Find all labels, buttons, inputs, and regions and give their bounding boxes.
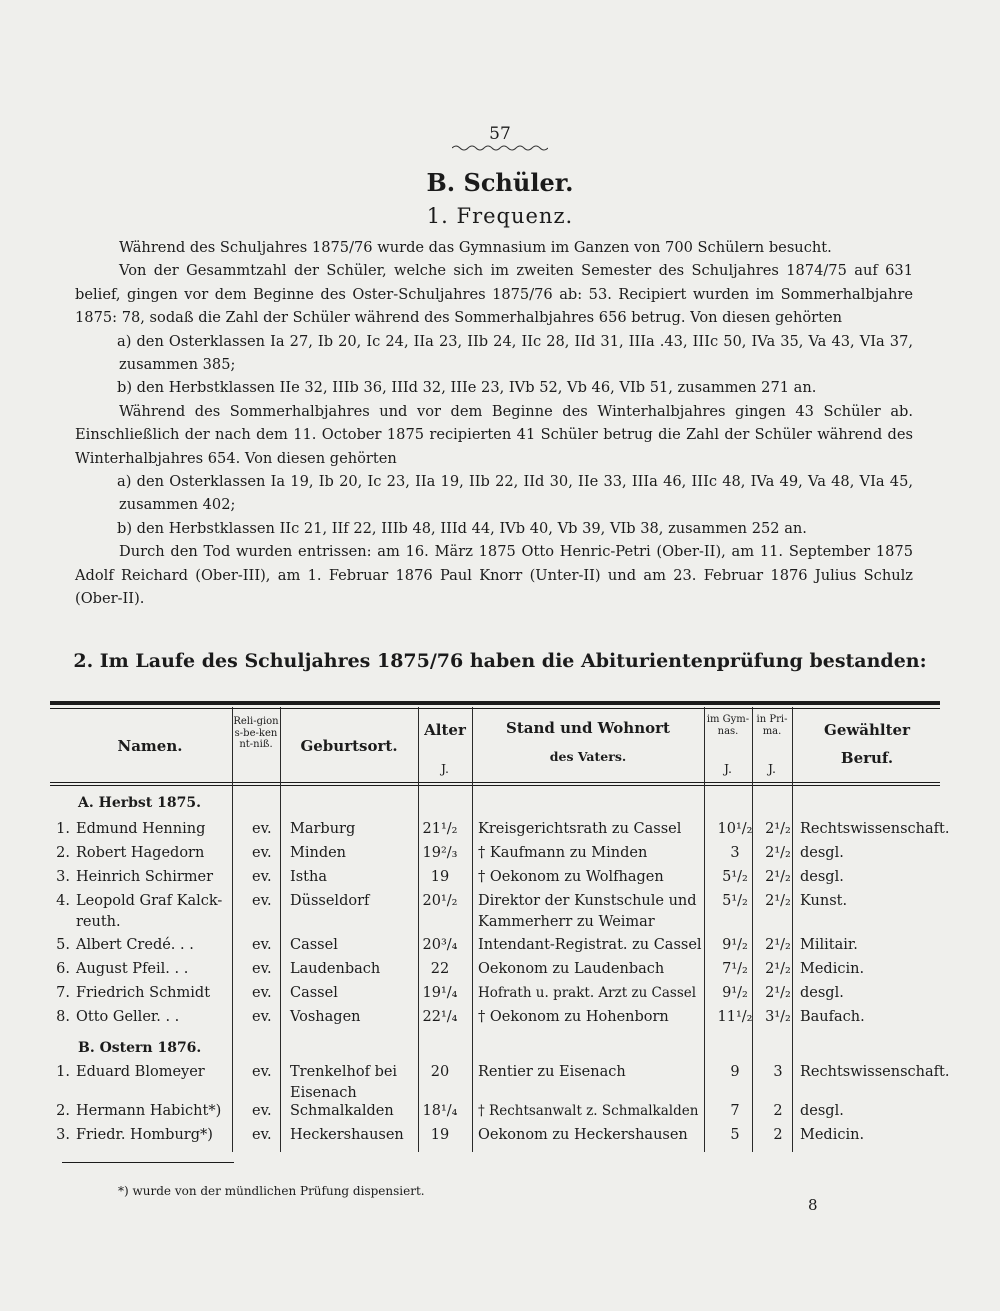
student-name: Otto Geller. . . [76,1009,180,1025]
years-gymnasium: 9¹/₂ [722,985,748,1001]
birthplace: Minden [290,845,347,861]
signature-mark: 8 [808,1196,818,1214]
birthplace: Cassel [290,937,338,953]
chosen-career: desgl. [800,985,844,1001]
years-prima: 2¹/₂ [765,937,791,953]
page-number: 57 [489,124,511,144]
table-row [50,983,940,1007]
chosen-career: Kunst. [800,893,848,909]
row-number: 2. [56,1103,70,1119]
row-number: 3. [56,869,70,885]
header-career: Gewählter [824,721,910,739]
years-gymnasium: 3 [730,845,740,861]
years-gymnasium: 7 [730,1103,740,1119]
row-number: 5. [56,937,70,953]
paragraph: Während des Sommerhalbjahres und vor dem Beginne des Winterhalbjahres gingen 43 Schüler ab. Einschließlich der nach dem 11. October 1875 recipierten 41 Schüler betrug die Zahl der Schüler während des Winterhalbjahres 654. Von diesen gehörten [75,402,913,467]
header-name: Namen. [117,737,183,755]
years-prima: 2¹/₂ [765,869,791,885]
age: 19¹/₄ [422,985,458,1001]
age: 22¹/₄ [422,1009,458,1025]
religion: ev. [252,893,272,909]
chosen-career: Medicin. [800,1127,865,1143]
table-row [50,1062,950,1106]
chosen-career: Rechtswissenschaft. [800,821,950,837]
student-name: Edmund Henning [76,821,206,837]
student-name: Eduard Blomeyer [76,1064,205,1080]
chosen-career: desgl. [800,845,844,861]
table-row [50,891,940,937]
religion: ev. [252,937,272,953]
years-prima: 2 [773,1127,783,1143]
header-prima-unit: J. [767,761,776,776]
age: 20³/₄ [422,937,458,953]
header-career-2: Beruf. [840,749,894,767]
religion: ev. [252,1103,272,1119]
years-gymnasium: 5¹/₂ [722,893,748,909]
row-number: 3. [56,1127,70,1143]
years-prima: 2¹/₂ [765,985,791,1001]
father-info: Kreisgerichtsrath zu Cassel [478,821,682,837]
religion: ev. [252,961,272,977]
row-number: 7. [56,985,70,1001]
father-info: † Oekonom zu Wolfhagen [478,869,664,885]
student-name: August Pfeil. . . [76,961,189,977]
table-row [50,819,950,843]
footnote-rule [62,1162,234,1163]
religion: ev. [252,1009,272,1025]
decorative-squiggle-icon [452,144,548,152]
paragraph: b) den Herbstklassen IIc 21, IIf 22, IIIb 48, IIId 44, IVb 40, Vb 39, VIb 38, zusammen 252 an. [117,519,807,537]
paragraph: a) den Osterklassen Ia 27, Ib 20, Ic 24, IIa 23, IIb 24, IIc 28, IId 31, IIIa .43, IIIc 50, IVa 35, Va 43, VIa 37, zusammen 385; [117,332,913,374]
subsection-title: 1. Frequenz. [426,204,574,228]
student-name: Robert Hagedorn [76,845,205,861]
header-father-2: des Vaters. [549,749,627,764]
footnote: *) wurde von der mündlichen Prüfung dispensiert. [118,1184,425,1198]
chosen-career: desgl. [800,869,844,885]
table-row [50,1125,940,1149]
chosen-career: desgl. [800,1103,844,1119]
years-gymnasium: 11¹/₂ [717,1009,753,1025]
religion: ev. [252,985,272,1001]
birthplace: Trenkelhof bei Eisenach [290,1064,398,1101]
birthplace: Marburg [290,821,356,837]
table-row [50,843,940,867]
years-prima: 2¹/₂ [765,845,791,861]
paragraph: b) den Herbstklassen IIe 32, IIIb 36, IIId 32, IIIe 23, IVb 52, Vb 46, VIb 51, zusammen 271 an. [117,379,817,397]
header-gymnasium: im Gym-nas. [706,714,750,737]
table-row [50,1007,940,1031]
header-prima: in Pri-ma. [756,714,788,737]
row-number: 2. [56,845,70,861]
header-religion: Reli-gions-be-kennt-niß. [233,716,279,750]
father-info: Direktor der Kunstschule und Kammerherr zu Weimar [478,893,697,930]
chosen-career: Baufach. [800,1009,865,1025]
years-prima: 2¹/₂ [765,893,791,909]
years-gymnasium: 5 [730,1127,740,1143]
birthplace: Schmalkalden [290,1103,394,1119]
years-prima: 2¹/₂ [765,821,791,837]
section-title: B. Schüler. [426,168,574,197]
chosen-career: Rechtswissenschaft. [800,1064,950,1080]
birthplace: Istha [290,869,327,885]
table-row [50,935,940,959]
student-name: Friedr. Homburg*) [76,1127,213,1143]
student-name: Friedrich Schmidt [76,985,211,1001]
table-top-rule [50,701,940,705]
years-gymnasium: 9¹/₂ [722,937,748,953]
student-name: Heinrich Schirmer [76,869,214,885]
frequency-text [75,236,913,611]
years-prima: 3¹/₂ [765,1009,791,1025]
age: 20¹/₂ [422,893,458,909]
age: 20 [430,1064,450,1080]
paragraph: Durch den Tod wurden entrissen: am 16. März 1875 Otto Henric-Petri (Ober-II), am 11. September 1875 Adolf Reichard (Ober-III), am 1. Februar 1876 Paul Knorr (Unter-II) und am 23. Februar 1876 Julius Schulz (Ober-II). [75,543,913,608]
row-number: 1. [56,1064,70,1080]
father-info: Hofrath u. prakt. Arzt zu Cassel [478,985,697,1001]
father-info: Intendant-Registrat. zu Cassel [478,937,702,953]
years-gymnasium: 5¹/₂ [722,869,748,885]
years-prima: 2 [773,1103,783,1119]
age: 19²/₃ [422,845,458,861]
table-row [50,959,940,983]
age: 21¹/₂ [422,821,458,837]
paragraph: Während des Schuljahres 1875/76 wurde das Gymnasium im Ganzen von 700 Schülern besucht. [119,239,832,256]
father-info: Oekonom zu Laudenbach [478,961,665,977]
age: 19 [430,1127,450,1143]
row-number: 8. [56,1009,70,1025]
group-heading-ostern: B. Ostern 1876. [78,1040,202,1056]
table-header-rule [50,785,940,786]
years-gymnasium: 10¹/₂ [717,821,753,837]
years-prima: 3 [773,1064,783,1080]
father-info: Rentier zu Eisenach [478,1064,626,1080]
table-row [50,1101,940,1125]
chosen-career: Militair. [800,937,858,953]
header-age: Alter [424,721,466,739]
table-row [50,867,940,891]
religion: ev. [252,821,272,837]
header-gymnasium-unit: J. [723,761,732,776]
student-name: Leopold Graf Kalck-reuth. [76,893,223,930]
group-heading-herbst: A. Herbst 1875. [78,795,201,811]
student-name: Albert Credé. . . [76,937,194,953]
birthplace: Heckershausen [290,1127,404,1143]
religion: ev. [252,1127,272,1143]
row-number: 1. [56,821,70,837]
birthplace: Voshagen [290,1009,361,1025]
age: 19 [430,869,450,885]
father-info: † Oekonom zu Hohenborn [478,1009,669,1025]
father-info: † Rechtsanwalt z. Schmalkalden [478,1103,699,1119]
paragraph: Von der Gesammtzahl der Schüler, welche sich im zweiten Semester des Schuljahres 1874/75 auf 631 belief, gingen vor dem Beginne des Oster-Schuljahres 1875/76 ab: 53. Recipiert wurden im Sommerhalbjahre 1875: 78, sodaß die Zahl der Schüler während des Sommerhalbjahres 656 betrug. Von diesen gehörten [75,262,913,327]
religion: ev. [252,1064,272,1080]
student-name: Hermann Habicht*) [76,1103,222,1119]
row-number: 6. [56,961,70,977]
paragraph: a) den Osterklassen Ia 19, Ib 20, Ic 23, IIa 19, IIb 22, IId 30, IIe 33, IIIa 46, IIIc 48, IVa 49, Va 48, VIa 45, zusammen 402; [117,473,913,514]
header-father: Stand und Wohnort [506,719,670,737]
years-gymnasium: 9 [730,1064,740,1080]
table-header-rule [50,782,940,783]
father-info: Oekonom zu Heckershausen [478,1127,688,1143]
birthplace: Laudenbach [290,961,381,977]
years-prima: 2¹/₂ [765,961,791,977]
birthplace: Düsseldorf [290,893,370,909]
birthplace: Cassel [290,985,338,1001]
age: 18¹/₄ [422,1103,458,1119]
row-number: 4. [56,893,70,909]
father-info: † Kaufmann zu Minden [478,845,648,861]
table-rule [50,708,940,709]
age: 22 [430,961,450,977]
religion: ev. [252,845,272,861]
header-age-unit: J. [440,761,449,776]
header-birthplace: Geburtsort. [300,737,398,755]
abitur-title: 2. Im Laufe des Schuljahres 1875/76 haben die Abiturientenprüfung bestanden: [73,650,927,672]
chosen-career: Medicin. [800,961,865,977]
years-gymnasium: 7¹/₂ [722,961,748,977]
religion: ev. [252,869,272,885]
